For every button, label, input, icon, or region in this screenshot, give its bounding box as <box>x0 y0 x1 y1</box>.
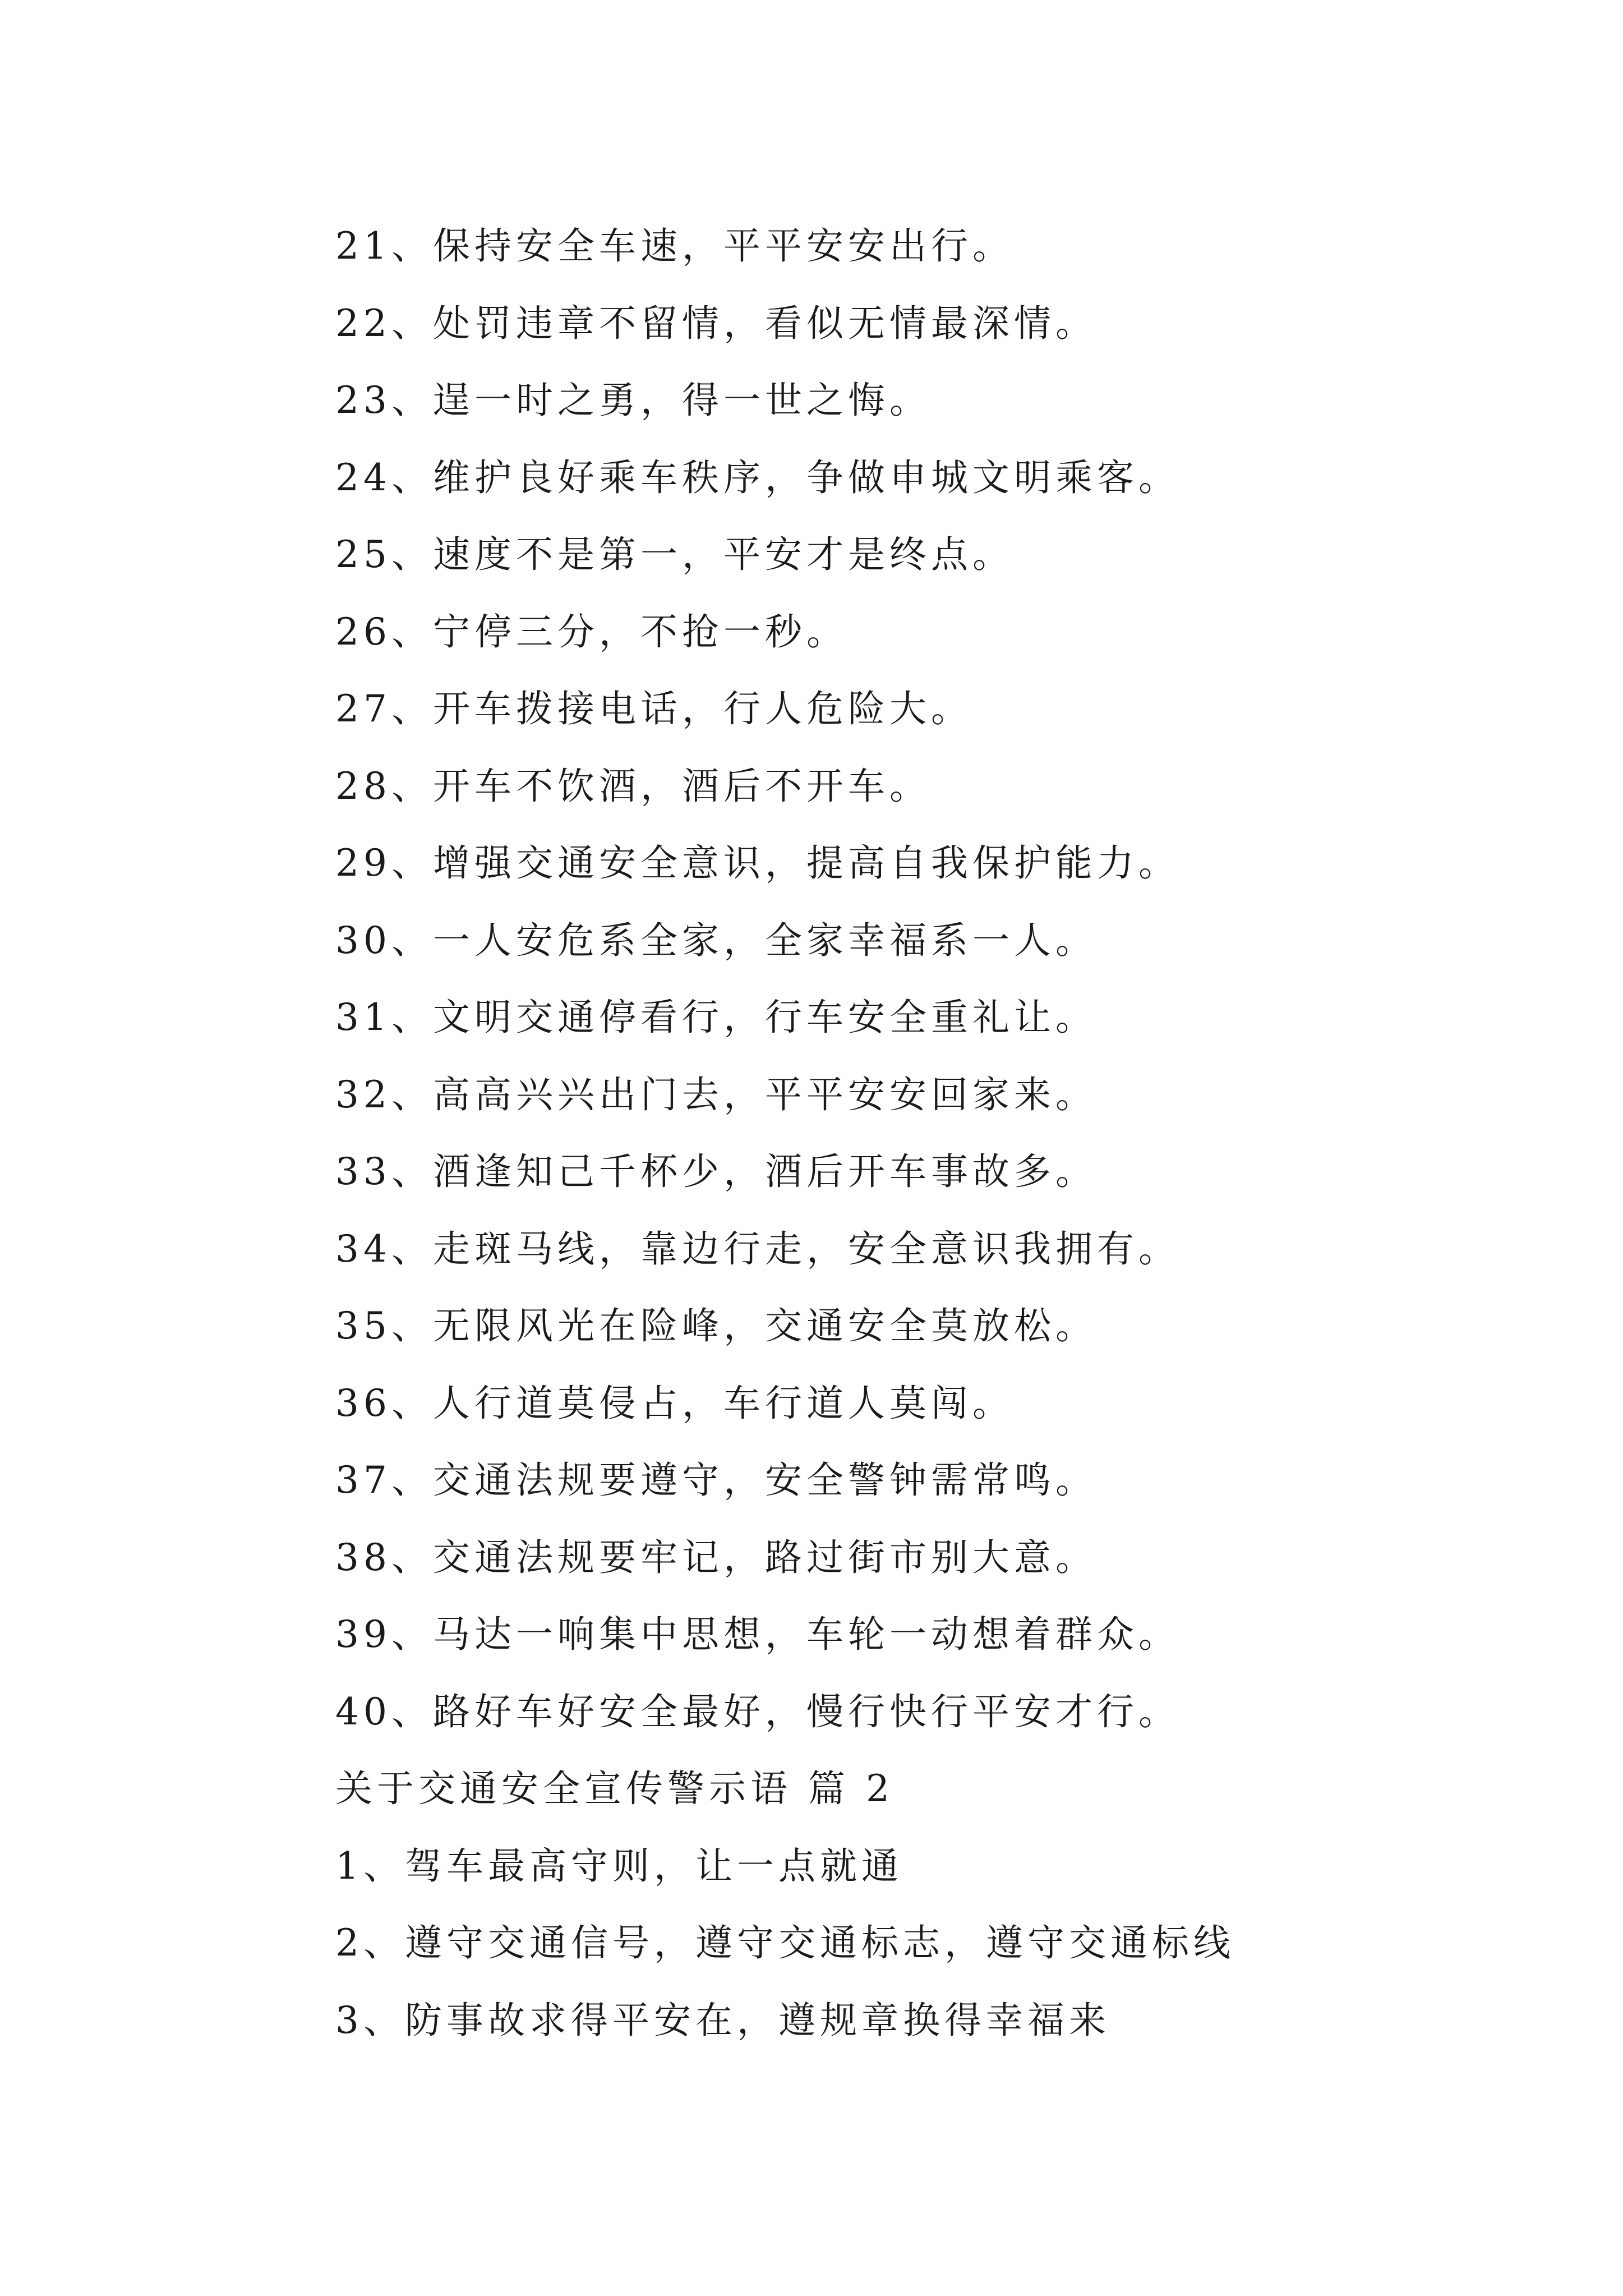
list-item-21: 21、保持安全车速，平平安安出行。 <box>335 224 1014 268</box>
list-item-35: 35、无限风光在险峰，交通安全莫放松。 <box>335 1304 1097 1347</box>
list-item-28: 28、开车不饮酒，酒后不开车。 <box>335 764 931 808</box>
list-item-23: 23、逞一时之勇，得一世之悔。 <box>335 379 931 422</box>
list-item-31: 31、文明交通停看行，行车安全重礼让。 <box>335 996 1097 1039</box>
section-heading: 关于交通安全宣传警示语 篇 2 <box>335 1767 894 1810</box>
list-item-30: 30、一人安危系全家，全家幸福系一人。 <box>335 918 1097 962</box>
list-item-2: 2、遵守交通信号，遵守交通标志，遵守交通标线 <box>335 1921 1235 1964</box>
list-item-40: 40、路好车好安全最好，慢行快行平安才行。 <box>335 1690 1180 1733</box>
list-item-24: 24、维护良好乘车秩序，争做申城文明乘客。 <box>335 455 1180 499</box>
list-item-3: 3、防事故求得平安在，遵规章换得幸福来 <box>335 1998 1110 2042</box>
list-item-32: 32、高高兴兴出门去，平平安安回家来。 <box>335 1073 1097 1116</box>
list-item-22: 22、处罚违章不留情，看似无情最深情。 <box>335 301 1097 345</box>
list-item-39: 39、马达一响集中思想，车轮一动想着群众。 <box>335 1613 1180 1656</box>
list-item-36: 36、人行道莫侵占，车行道人莫闯。 <box>335 1381 1014 1425</box>
list-item-1: 1、驾车最高守则，让一点就通 <box>335 1844 903 1888</box>
list-item-37: 37、交通法规要遵守，安全警钟需常鸣。 <box>335 1458 1097 1502</box>
list-item-38: 38、交通法规要牢记，路过街市别大意。 <box>335 1535 1097 1579</box>
list-item-33: 33、酒逢知己千杯少，酒后开车事故多。 <box>335 1150 1097 1193</box>
list-item-25: 25、速度不是第一，平安才是终点。 <box>335 533 1014 576</box>
document-body <box>335 208 1513 2059</box>
list-item-34: 34、走斑马线，靠边行走，安全意识我拥有。 <box>335 1227 1180 1271</box>
list-item-29: 29、增强交通安全意识，提高自我保护能力。 <box>335 841 1180 885</box>
list-item-27: 27、开车拨接电话，行人危险大。 <box>335 687 972 730</box>
list-item-26: 26、宁停三分，不抢一秒。 <box>335 610 848 654</box>
